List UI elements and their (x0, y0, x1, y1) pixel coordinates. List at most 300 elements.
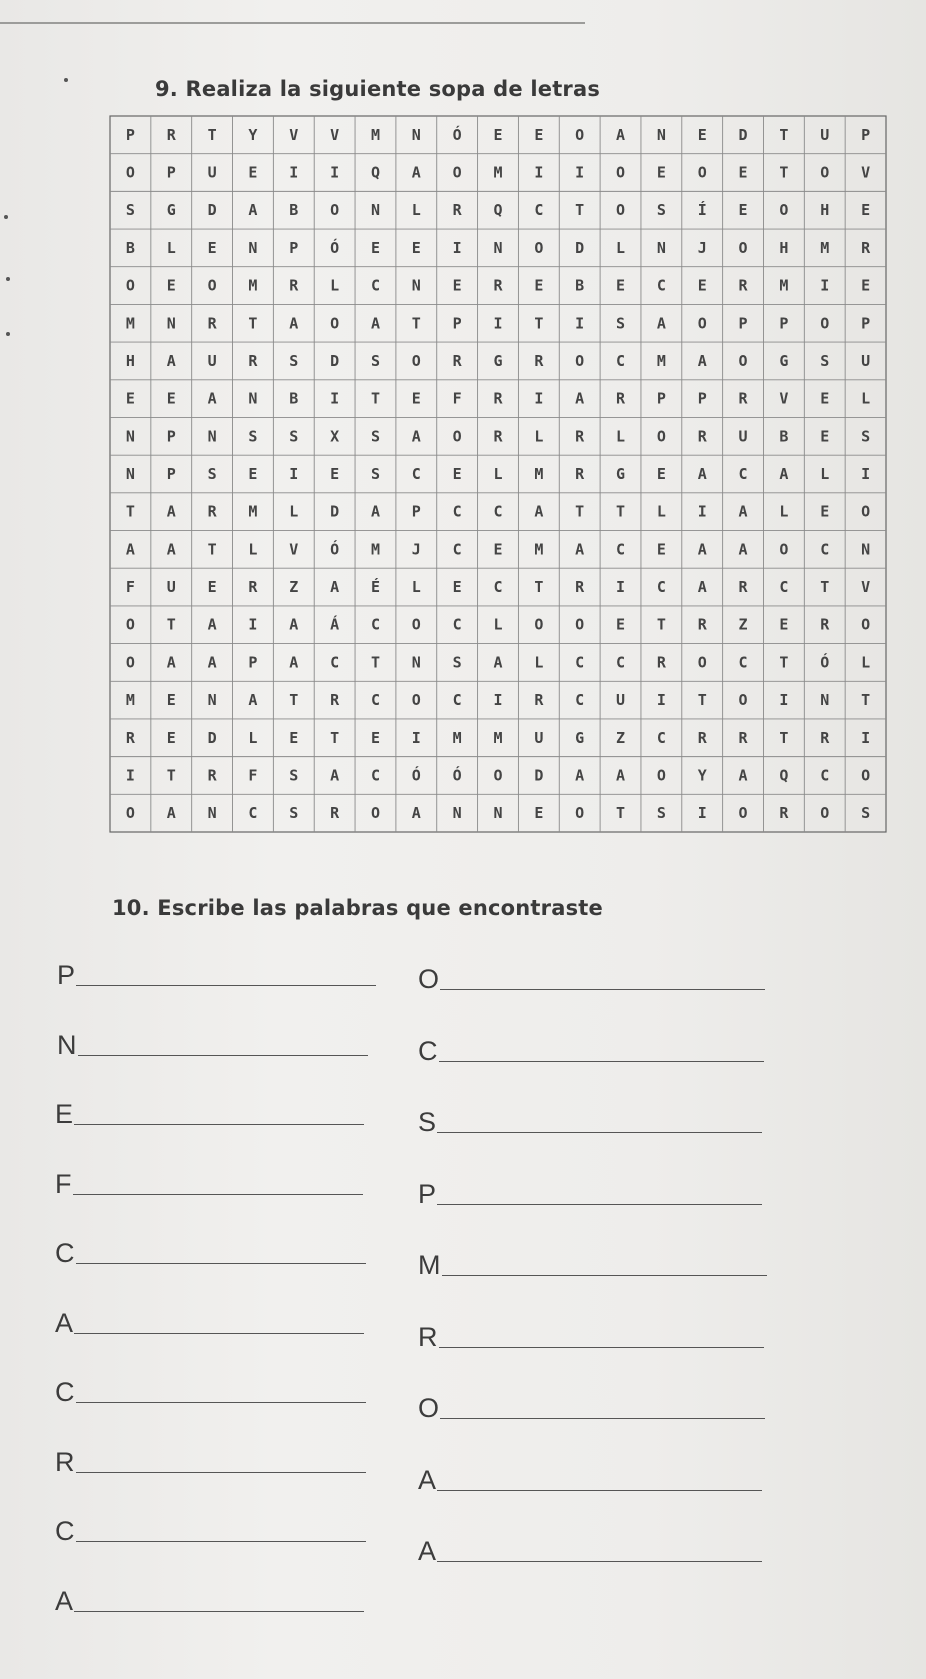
grid-letter: E (616, 276, 626, 295)
grid-letter: R (207, 502, 217, 521)
grid-letter: U (207, 351, 217, 370)
grid-letter: A (289, 615, 299, 634)
grid-letter: Q (493, 201, 503, 220)
grid-letter: C (452, 615, 462, 634)
grid-letter: O (534, 238, 544, 257)
grid-letter: C (575, 653, 585, 672)
grid-letter: O (207, 276, 217, 295)
grid-letter: R (738, 389, 748, 408)
answer-left-8 (55, 1446, 366, 1477)
grid-letter: S (370, 427, 380, 446)
grid-letter: C (534, 201, 544, 220)
grid-letter: O (861, 766, 871, 785)
answer-blank-line[interactable] (76, 1540, 366, 1542)
grid-letter: A (738, 540, 748, 559)
grid-letter: A (738, 766, 748, 785)
grid-letter: M (125, 691, 135, 710)
grid-letter: L (248, 728, 258, 747)
grid-letter: R (616, 389, 626, 408)
grid-letter: I (616, 578, 626, 597)
grid-letter: O (697, 314, 707, 333)
grid-letter: V (330, 125, 340, 144)
grid-letter: O (616, 201, 626, 220)
grid-letter: S (656, 201, 666, 220)
grid-letter: I (575, 163, 585, 182)
grid-letter: E (534, 804, 544, 823)
answer-right-4 (418, 1178, 762, 1209)
answer-initial-letter: A (55, 1307, 74, 1338)
grid-letter: I (289, 163, 299, 182)
answer-left-2 (57, 1029, 368, 1060)
grid-letter: S (289, 427, 299, 446)
grid-letter: R (656, 653, 666, 672)
grid-letter: E (697, 276, 707, 295)
grid-letter: R (738, 276, 748, 295)
grid-letter: S (370, 465, 380, 483)
grid-letter: E (207, 578, 217, 597)
grid-letter: P (166, 427, 176, 446)
grid-letter: S (207, 465, 217, 483)
answer-blank-line[interactable] (74, 1332, 364, 1334)
grid-letter: S (289, 351, 299, 370)
grid-letter: S (861, 804, 871, 823)
answer-initial-letter: O (418, 1393, 440, 1423)
grid-letter: S (248, 427, 258, 446)
grid-letter: E (738, 163, 748, 182)
grid-letter: L (411, 201, 421, 220)
grid-letter: A (166, 351, 176, 370)
answer-blank-line[interactable] (76, 1471, 366, 1473)
grid-letter: É (370, 578, 380, 597)
grid-letter: R (493, 427, 503, 446)
grid-letter: E (411, 389, 421, 408)
grid-letter: M (820, 238, 830, 257)
grid-letter: E (534, 125, 544, 144)
answer-blank-line[interactable] (73, 1193, 363, 1195)
grid-letter: Ó (330, 540, 340, 559)
grid-letter: A (248, 691, 258, 710)
grid-letter: L (411, 578, 421, 597)
grid-letter: O (656, 427, 666, 446)
answer-initial-letter: R (55, 1446, 75, 1477)
grid-letter: R (575, 427, 585, 446)
grid-letter: N (493, 238, 503, 257)
grid-letter: B (779, 427, 789, 446)
grid-letter: E (166, 691, 176, 710)
grid-letter: O (370, 804, 380, 823)
answer-right-3 (418, 1109, 762, 1136)
grid-letter: O (125, 653, 135, 672)
grid-letter: O (575, 804, 585, 823)
answer-right-9 (418, 1538, 762, 1565)
grid-letter: O (452, 427, 462, 446)
grid-letter: R (534, 351, 544, 370)
grid-letter: E (248, 163, 258, 182)
grid-letter: C (616, 351, 626, 370)
grid-letter: L (616, 427, 626, 446)
grid-letter: E (616, 615, 626, 634)
grid-letter: I (861, 465, 871, 483)
grid-letter: E (248, 465, 258, 483)
grid-letter: T (779, 125, 789, 144)
grid-letter: C (493, 502, 503, 521)
grid-letter: N (125, 465, 135, 483)
grid-letter: N (166, 314, 176, 333)
grid-letter: R (779, 804, 789, 823)
grid-letter: T (861, 691, 871, 710)
grid-letter: Ó (411, 766, 421, 785)
answer-initial-letter: P (57, 960, 76, 990)
grid-letter: L (616, 238, 626, 257)
grid-letter: H (820, 201, 830, 220)
grid-letter: N (125, 427, 135, 446)
grid-letter: Z (738, 615, 748, 634)
grid-letter: P (289, 238, 299, 257)
answer-blank-line[interactable] (440, 988, 765, 990)
grid-letter: E (493, 125, 503, 144)
grid-letter: A (616, 766, 626, 785)
grid-letter: M (534, 465, 544, 483)
grid-letter: V (289, 540, 299, 559)
grid-letter: Ó (452, 766, 462, 785)
answer-blank-line[interactable] (437, 1131, 762, 1133)
grid-letter: G (166, 201, 176, 220)
answer-blank-line[interactable] (78, 1054, 368, 1056)
grid-letter: O (411, 351, 421, 370)
grid-letter: A (370, 502, 380, 521)
grid-letter: L (534, 427, 544, 446)
grid-letter: C (820, 766, 830, 785)
grid-letter: D (207, 201, 217, 220)
grid-letter: N (656, 125, 666, 144)
grid-letter: A (697, 351, 707, 370)
grid-letter: M (248, 502, 258, 521)
grid-letter: B (575, 276, 585, 295)
answer-blank-line[interactable] (442, 1274, 767, 1276)
grid-letter: P (861, 314, 871, 333)
grid-letter: D (575, 238, 585, 257)
grid-letter: A (493, 653, 503, 672)
answer-left-6 (55, 1307, 364, 1338)
grid-letter: Í (697, 201, 707, 220)
grid-letter: E (411, 238, 421, 257)
grid-letter: D (330, 502, 340, 521)
grid-letter: M (370, 125, 380, 144)
grid-letter: O (779, 201, 789, 220)
grid-letter: U (616, 691, 626, 710)
grid-letter: A (616, 125, 626, 144)
answer-initial-letter: A (55, 1585, 74, 1616)
grid-letter: A (125, 540, 135, 559)
grid-letter: O (820, 804, 830, 823)
grid-letter: G (575, 728, 585, 747)
grid-letter: R (738, 728, 748, 747)
grid-letter: C (575, 691, 585, 710)
answer-initial-letter: C (55, 1238, 75, 1268)
grid-letter: U (534, 728, 544, 747)
answer-blank-line[interactable] (74, 1123, 364, 1125)
answer-initial-letter: P (418, 1178, 437, 1209)
grid-letter: Q (779, 766, 789, 785)
grid-letter: E (166, 276, 176, 295)
grid-letter: B (125, 238, 135, 257)
grid-letter: L (493, 465, 503, 483)
grid-letter: I (125, 766, 135, 785)
grid-letter: I (861, 728, 871, 747)
grid-letter: E (370, 238, 380, 257)
grid-letter: E (166, 389, 176, 408)
grid-letter: D (330, 351, 340, 370)
grid-letter: M (370, 540, 380, 559)
grid-letter: R (248, 578, 258, 597)
grid-letter: A (330, 766, 340, 785)
grid-letter: A (166, 653, 176, 672)
grid-letter: R (207, 766, 217, 785)
grid-letter: O (738, 238, 748, 257)
grid-letter: A (575, 540, 585, 559)
grid-letter: Ó (330, 238, 340, 257)
grid-letter: E (820, 427, 830, 446)
grid-letter: T (820, 578, 830, 597)
grid-letter: O (697, 163, 707, 182)
grid-letter: M (248, 276, 258, 295)
grid-letter: A (207, 653, 217, 672)
grid-letter: I (697, 502, 707, 521)
grid-letter: V (289, 125, 299, 144)
grid-letter: R (289, 276, 299, 295)
grid-letter: O (656, 766, 666, 785)
grid-letter: E (452, 276, 462, 295)
grid-letter: I (779, 691, 789, 710)
answer-initial-letter: E (55, 1099, 74, 1129)
grid-letter: S (820, 351, 830, 370)
grid-letter: O (575, 125, 585, 144)
grid-letter: T (616, 502, 626, 521)
grid-letter: T (575, 201, 585, 220)
grid-letter: C (656, 276, 666, 295)
grid-letter: N (370, 201, 380, 220)
grid-letter: I (493, 691, 503, 710)
answer-left-7 (55, 1379, 366, 1406)
grid-letter: T (370, 653, 380, 672)
grid-letter: M (534, 540, 544, 559)
grid-letter: M (493, 728, 503, 747)
grid-letter: U (166, 578, 176, 597)
grid-letter: G (779, 351, 789, 370)
grid-letter: N (656, 238, 666, 257)
grid-letter: A (289, 314, 299, 333)
grid-letter: A (289, 653, 299, 672)
grid-letter: E (697, 125, 707, 144)
grid-letter: O (861, 615, 871, 634)
grid-letter: R (697, 728, 707, 747)
grid-letter: T (125, 502, 135, 521)
grid-letter: I (534, 163, 544, 182)
grid-letter: R (820, 728, 830, 747)
grid-letter: R (820, 615, 830, 634)
answer-initial-letter: C (55, 1377, 75, 1407)
grid-letter: A (330, 578, 340, 597)
answer-blank-line[interactable] (440, 1417, 765, 1419)
grid-letter: T (166, 766, 176, 785)
grid-letter: O (861, 502, 871, 521)
grid-letter: S (370, 351, 380, 370)
grid-letter: O (452, 163, 462, 182)
grid-letter: B (289, 389, 299, 408)
grid-letter: E (656, 540, 666, 559)
grid-letter: P (738, 314, 748, 333)
grid-letter: A (207, 389, 217, 408)
grid-letter: A (534, 502, 544, 521)
grid-letter: Z (616, 728, 626, 747)
answer-blank-line[interactable] (76, 1401, 366, 1403)
grid-letter: R (207, 314, 217, 333)
grid-letter: E (861, 201, 871, 220)
answer-blank-line[interactable] (439, 1060, 764, 1062)
grid-letter: T (656, 615, 666, 634)
answer-initial-letter: M (418, 1250, 441, 1280)
grid-letter: D (207, 728, 217, 747)
grid-letter: C (370, 615, 380, 634)
grid-letter: O (738, 691, 748, 710)
grid-letter: T (534, 314, 544, 333)
grid-letter: O (493, 766, 503, 785)
answer-blank-line[interactable] (437, 1560, 762, 1562)
question-9-title: 9. Realiza la siguiente sopa de letras (155, 77, 601, 101)
grid-letter: I (248, 615, 258, 634)
grid-letter: E (656, 163, 666, 182)
answer-blank-line[interactable] (439, 1346, 764, 1348)
grid-letter: T (575, 502, 585, 521)
grid-letter: O (697, 653, 707, 672)
grid-letter: R (738, 578, 748, 597)
grid-letter: O (534, 615, 544, 634)
answer-blank-line[interactable] (437, 1203, 762, 1205)
grid-letter: N (207, 691, 217, 710)
grid-letter: C (656, 578, 666, 597)
grid-letter: E (330, 465, 340, 483)
answer-left-9 (55, 1518, 366, 1545)
grid-letter: T (697, 691, 707, 710)
grid-letter: E (125, 389, 135, 408)
grid-letter: C (616, 653, 626, 672)
grid-letter: L (861, 653, 871, 672)
grid-letter: A (575, 766, 585, 785)
grid-letter: A (166, 502, 176, 521)
grid-letter: D (738, 125, 748, 144)
grid-letter: C (779, 578, 789, 597)
grid-letter: I (575, 314, 585, 333)
grid-letter: C (493, 578, 503, 597)
grid-letter: P (248, 653, 258, 672)
grid-letter: R (534, 691, 544, 710)
grid-letter: U (738, 427, 748, 446)
grid-letter: R (493, 276, 503, 295)
grid-letter: Á (330, 615, 340, 634)
answer-left-10 (55, 1585, 364, 1616)
answer-right-6 (418, 1321, 764, 1352)
grid-letter: O (411, 691, 421, 710)
grid-letter: O (738, 804, 748, 823)
grid-letter: F (125, 578, 135, 597)
grid-letter: R (248, 351, 258, 370)
grid-letter: S (656, 804, 666, 823)
grid-letter: L (289, 502, 299, 521)
grid-letter: O (330, 201, 340, 220)
answer-blank-line[interactable] (437, 1489, 762, 1491)
grid-letter: A (411, 163, 421, 182)
grid-letter: L (493, 615, 503, 634)
answer-left-4 (55, 1168, 363, 1199)
grid-letter: T (779, 728, 789, 747)
answer-blank-line[interactable] (76, 984, 376, 986)
grid-letter: T (370, 389, 380, 408)
grid-letter: N (207, 804, 217, 823)
grid-letter: O (125, 163, 135, 182)
grid-letter: I (493, 314, 503, 333)
grid-letter: R (861, 238, 871, 257)
grid-letter: R (330, 804, 340, 823)
answer-right-1 (418, 966, 765, 993)
grid-letter: A (166, 804, 176, 823)
grid-letter: A (697, 540, 707, 559)
grid-letter: E (820, 502, 830, 521)
grid-letter: V (779, 389, 789, 408)
grid-letter: N (411, 125, 421, 144)
grid-letter: O (616, 163, 626, 182)
grid-letter: T (534, 578, 544, 597)
grid-letter: J (411, 540, 421, 559)
answer-right-7 (418, 1395, 765, 1422)
grid-letter: T (330, 728, 340, 747)
grid-letter: R (493, 389, 503, 408)
answer-blank-line[interactable] (74, 1610, 364, 1612)
grid-letter: A (207, 615, 217, 634)
grid-letter: P (779, 314, 789, 333)
grid-letter: I (452, 238, 462, 257)
grid-letter: E (861, 276, 871, 295)
grid-letter: C (370, 276, 380, 295)
answer-initial-letter: C (418, 1035, 438, 1066)
grid-letter: O (820, 314, 830, 333)
grid-letter: N (248, 238, 258, 257)
grid-letter: M (493, 163, 503, 182)
grid-letter: L (820, 465, 830, 483)
grid-letter: L (861, 389, 871, 408)
answer-initial-letter: O (418, 964, 440, 994)
grid-letter: I (330, 163, 340, 182)
answer-blank-line[interactable] (76, 1262, 366, 1264)
grid-letter: E (370, 728, 380, 747)
grid-letter: S (289, 766, 299, 785)
grid-letter: U (207, 163, 217, 182)
grid-letter: E (289, 728, 299, 747)
answer-right-2 (418, 1035, 764, 1066)
grid-letter: A (697, 578, 707, 597)
grid-letter: M (656, 351, 666, 370)
grid-letter: T (616, 804, 626, 823)
grid-letter: A (166, 540, 176, 559)
grid-letter: C (616, 540, 626, 559)
grid-letter: Ó (452, 125, 462, 144)
grid-letter: I (330, 389, 340, 408)
grid-letter: A (411, 804, 421, 823)
grid-letter: C (248, 804, 258, 823)
grid-letter: O (820, 163, 830, 182)
question-10-title: 10. Escribe las palabras que encontraste (112, 896, 603, 920)
grid-letter: I (411, 728, 421, 747)
answer-left-5 (55, 1240, 366, 1267)
